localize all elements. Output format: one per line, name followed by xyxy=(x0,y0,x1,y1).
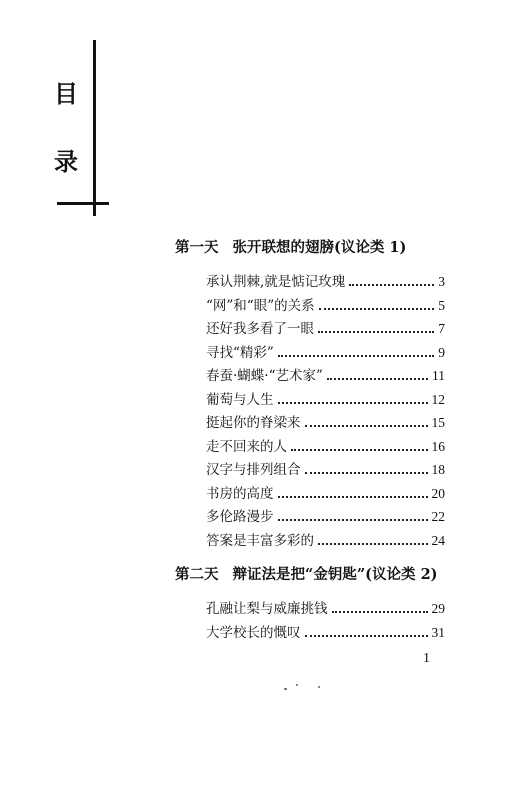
dot-leader xyxy=(305,472,428,474)
scan-speck xyxy=(284,688,287,690)
toc-entry[interactable] xyxy=(206,294,445,318)
section-2-entries xyxy=(206,597,445,644)
dot-leader xyxy=(332,611,428,613)
section-number: 第二天 xyxy=(175,566,219,583)
toc-entry[interactable] xyxy=(206,388,445,412)
scan-speck xyxy=(296,684,298,686)
entry-title: 寻找“精彩” xyxy=(206,344,274,361)
entry-title: 还好我多看了一眼 xyxy=(206,321,314,337)
toc-entry[interactable] xyxy=(206,597,445,621)
entry-page: 24 xyxy=(431,532,445,548)
entry-title: 大学校长的慨叹 xyxy=(206,624,301,641)
entry-title: “网”和“眼”的关系 xyxy=(206,297,315,314)
toc-entry[interactable] xyxy=(206,341,445,365)
entry-title: 春蚕·蝴蝶·“艺术家” xyxy=(206,368,323,384)
entry-page: 12 xyxy=(431,391,445,407)
dot-leader xyxy=(319,308,435,310)
entry-title: 汉字与排列组合 xyxy=(206,462,301,478)
heading-char-1: 目 xyxy=(54,79,78,108)
entry-page: 11 xyxy=(432,368,445,383)
toc-entry[interactable] xyxy=(206,317,445,341)
toc-entry[interactable] xyxy=(206,411,445,435)
entry-page: 16 xyxy=(431,438,445,454)
entry-title: 答案是丰富多彩的 xyxy=(206,532,314,549)
entry-page: 18 xyxy=(431,462,445,477)
toc-entry[interactable] xyxy=(206,505,445,529)
entry-page: 20 xyxy=(431,485,445,501)
decorative-vertical-rule xyxy=(93,40,96,216)
dot-leader xyxy=(305,635,428,637)
dot-leader xyxy=(278,402,428,404)
entry-title: 承认荆棘,就是惦记玫瑰 xyxy=(206,274,346,290)
dot-leader xyxy=(291,449,428,451)
entry-page: 31 xyxy=(431,624,445,640)
dot-leader xyxy=(278,519,428,521)
dot-leader xyxy=(349,284,434,286)
dot-leader xyxy=(318,543,428,545)
entry-page: 15 xyxy=(431,415,445,430)
section-title: 张开联想的翅膀(议论类 1) xyxy=(232,239,407,256)
section-heading-1 xyxy=(175,236,406,257)
toc-entry[interactable] xyxy=(206,482,445,506)
entry-page: 29 xyxy=(431,601,445,616)
dot-leader xyxy=(278,496,428,498)
heading-char-2: 录 xyxy=(54,147,78,176)
section-1-entries xyxy=(206,270,445,552)
entry-title: 葡萄与人生 xyxy=(206,391,274,408)
entry-title: 多伦路漫步 xyxy=(206,509,274,525)
section-title: 辩证法是把“金钥匙”(议论类 2) xyxy=(232,566,438,583)
entry-page: 5 xyxy=(438,297,445,313)
toc-entry[interactable] xyxy=(206,529,445,553)
toc-entry[interactable] xyxy=(206,621,445,645)
dot-leader xyxy=(327,378,428,380)
entry-title: 走不回来的人 xyxy=(206,438,287,455)
entry-title: 孔融让梨与威廉挑钱 xyxy=(206,601,328,617)
entry-page: 22 xyxy=(431,509,445,524)
page-number: 1 xyxy=(423,651,430,666)
entry-page: 3 xyxy=(438,274,445,289)
toc-entry[interactable] xyxy=(206,435,445,459)
toc-entry[interactable] xyxy=(206,270,445,294)
toc-entry[interactable] xyxy=(206,364,445,388)
section-number: 第一天 xyxy=(175,239,219,256)
dot-leader xyxy=(278,355,434,357)
entry-page: 7 xyxy=(438,321,445,336)
entry-title: 挺起你的脊梁来 xyxy=(206,415,301,431)
entry-title: 书房的高度 xyxy=(206,485,274,502)
scan-speck xyxy=(318,686,320,688)
dot-leader xyxy=(318,331,434,333)
section-heading-2 xyxy=(175,563,438,584)
decorative-horizontal-rule xyxy=(57,202,109,205)
entry-page: 9 xyxy=(438,344,445,360)
dot-leader xyxy=(305,425,428,427)
toc-entry[interactable] xyxy=(206,458,445,482)
